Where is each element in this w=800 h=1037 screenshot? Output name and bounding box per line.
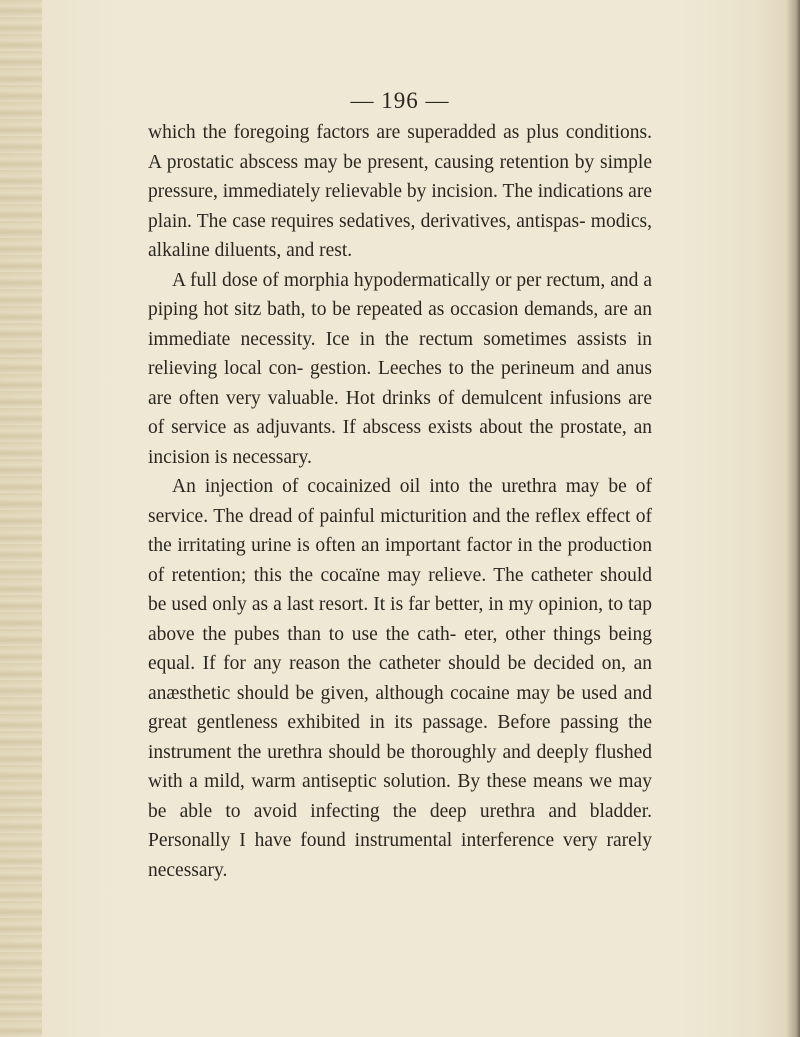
body-text	[148, 118, 652, 885]
paragraph-1: which the foregoing factors are superadded as plus conditions. A prostatic abscess may be present, causing retention by simple pressure, immediately relievable by incision. The indications are plain. The case requires sedatives, derivatives, antispas- modics, alkaline diluents, and rest.	[148, 122, 652, 261]
page-left-edge	[0, 0, 42, 1037]
page-number: — 196 —	[350, 88, 450, 113]
paragraph-2: A full dose of morphia hypodermatically or per rectum, and a piping hot sitz bath, to be repeated as occasion demands, are an immediate necessity. Ice in the rectum sometimes assists in relieving local con- gestion. Leeches to the perineum and anus are often very valuable. Hot drinks of demulcent infusions are of service as adjuvants. If abscess exists about the prostate, an incision is necessary.	[148, 269, 652, 468]
paragraph-3: An injection of cocainized oil into the urethra may be of service. The dread of painful micturition and the reflex effect of the irritating urine is often an important factor in the production of retention; this the cocaïne may relieve. The catheter should be used only as a last resort. It is far better, in my opinion, to tap above the pubes than to use the cath- eter, other things being equal. If for any reason the catheter should be decided on, an anæsthetic should be given, although cocaine may be used and great gentleness exhibited in its passage. Before passing the instrument the urethra should be thoroughly and deeply flushed with a mild, warm antiseptic solution. By these means we may be able to avoid infecting the deep urethra and bladder. Personally I have found instrumental interference very rarely necessary.	[148, 476, 652, 881]
page-right-edge	[786, 0, 800, 1037]
